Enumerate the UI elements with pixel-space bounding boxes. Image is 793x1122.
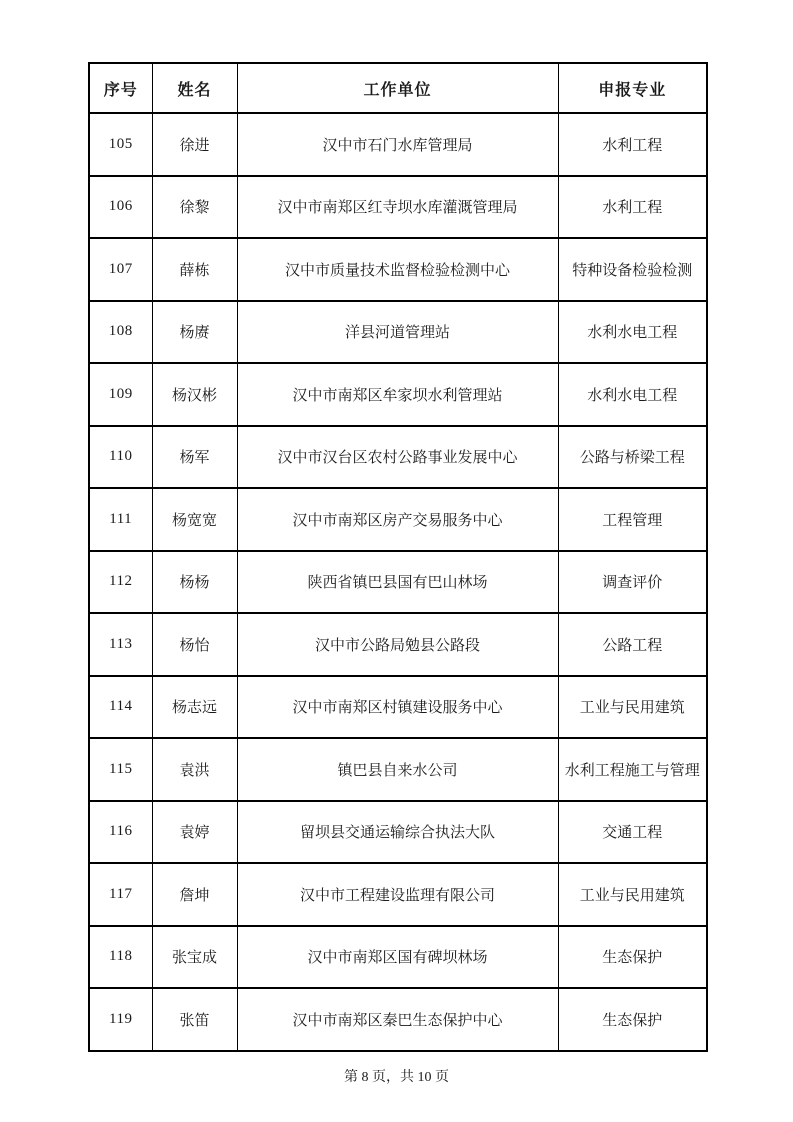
applicant-name: 詹坤 <box>152 863 237 926</box>
declared-major: 公路与桥梁工程 <box>558 426 707 489</box>
table-row <box>89 113 707 176</box>
work-unit: 汉中市石门水库管理局 <box>237 113 558 176</box>
applicant-name: 张笛 <box>152 988 237 1051</box>
applicant-name: 杨怡 <box>152 613 237 676</box>
row-index: 117 <box>89 863 152 926</box>
declared-major: 水利工程 <box>558 176 707 239</box>
row-index: 112 <box>89 551 152 614</box>
table-row <box>89 176 707 239</box>
row-index: 114 <box>89 676 152 739</box>
declared-major: 水利水电工程 <box>558 301 707 364</box>
applicant-name: 薛栋 <box>152 238 237 301</box>
table-row <box>89 863 707 926</box>
work-unit: 陕西省镇巴县国有巴山林场 <box>237 551 558 614</box>
applicant-name: 杨军 <box>152 426 237 489</box>
row-index: 111 <box>89 488 152 551</box>
work-unit: 留坝县交通运输综合执法大队 <box>237 801 558 864</box>
row-index: 106 <box>89 176 152 239</box>
row-index: 105 <box>89 113 152 176</box>
row-index: 110 <box>89 426 152 489</box>
applicant-name: 徐进 <box>152 113 237 176</box>
col-header-unit: 工作单位 <box>237 63 558 113</box>
work-unit: 汉中市南郑区红寺坝水库灌溉管理局 <box>237 176 558 239</box>
col-header-name: 姓名 <box>152 63 237 113</box>
applicant-name: 杨赓 <box>152 301 237 364</box>
row-index: 107 <box>89 238 152 301</box>
row-index: 116 <box>89 801 152 864</box>
table-row <box>89 738 707 801</box>
table-row <box>89 238 707 301</box>
applicants-table <box>88 62 708 1052</box>
table-row <box>89 801 707 864</box>
declared-major: 特种设备检验检测 <box>558 238 707 301</box>
applicant-name: 徐黎 <box>152 176 237 239</box>
row-index: 115 <box>89 738 152 801</box>
header-row <box>89 63 707 113</box>
applicant-name: 袁洪 <box>152 738 237 801</box>
work-unit: 汉中市南郑区牟家坝水利管理站 <box>237 363 558 426</box>
table-row <box>89 488 707 551</box>
row-index: 108 <box>89 301 152 364</box>
table-row <box>89 988 707 1051</box>
work-unit: 汉中市南郑区房产交易服务中心 <box>237 488 558 551</box>
table-row <box>89 426 707 489</box>
table-row <box>89 363 707 426</box>
work-unit: 汉中市质量技术监督检验检测中心 <box>237 238 558 301</box>
page-footer <box>0 1066 793 1086</box>
table-row <box>89 301 707 364</box>
row-index: 119 <box>89 988 152 1051</box>
declared-major: 生态保护 <box>558 988 707 1051</box>
declared-major: 交通工程 <box>558 801 707 864</box>
table-header <box>89 63 707 113</box>
declared-major: 工业与民用建筑 <box>558 863 707 926</box>
table-row <box>89 613 707 676</box>
col-header-major: 申报专业 <box>558 63 707 113</box>
declared-major: 工业与民用建筑 <box>558 676 707 739</box>
declared-major: 水利工程 <box>558 113 707 176</box>
row-index: 118 <box>89 926 152 989</box>
work-unit: 汉中市南郑区秦巴生态保护中心 <box>237 988 558 1051</box>
row-index: 109 <box>89 363 152 426</box>
work-unit: 汉中市汉台区农村公路事业发展中心 <box>237 426 558 489</box>
work-unit: 汉中市公路局勉县公路段 <box>237 613 558 676</box>
work-unit: 镇巴县自来水公司 <box>237 738 558 801</box>
work-unit: 汉中市南郑区村镇建设服务中心 <box>237 676 558 739</box>
applicant-name: 杨杨 <box>152 551 237 614</box>
applicant-name: 杨宽宽 <box>152 488 237 551</box>
table-row <box>89 676 707 739</box>
declared-major: 水利水电工程 <box>558 363 707 426</box>
declared-major: 水利工程施工与管理 <box>558 738 707 801</box>
work-unit: 汉中市工程建设监理有限公司 <box>237 863 558 926</box>
declared-major: 生态保护 <box>558 926 707 989</box>
declared-major: 公路工程 <box>558 613 707 676</box>
col-header-index: 序号 <box>89 63 152 113</box>
table-row <box>89 926 707 989</box>
table-row <box>89 551 707 614</box>
declared-major: 工程管理 <box>558 488 707 551</box>
work-unit: 洋县河道管理站 <box>237 301 558 364</box>
applicant-name: 袁婷 <box>152 801 237 864</box>
row-index: 113 <box>89 613 152 676</box>
applicant-name: 杨志远 <box>152 676 237 739</box>
applicant-name: 杨汉彬 <box>152 363 237 426</box>
work-unit: 汉中市南郑区国有碑坝林场 <box>237 926 558 989</box>
table-body <box>89 113 707 1051</box>
declared-major: 调查评价 <box>558 551 707 614</box>
page-number-text: 第 8 页，共 10 页 <box>344 1070 449 1085</box>
applicant-name: 张宝成 <box>152 926 237 989</box>
